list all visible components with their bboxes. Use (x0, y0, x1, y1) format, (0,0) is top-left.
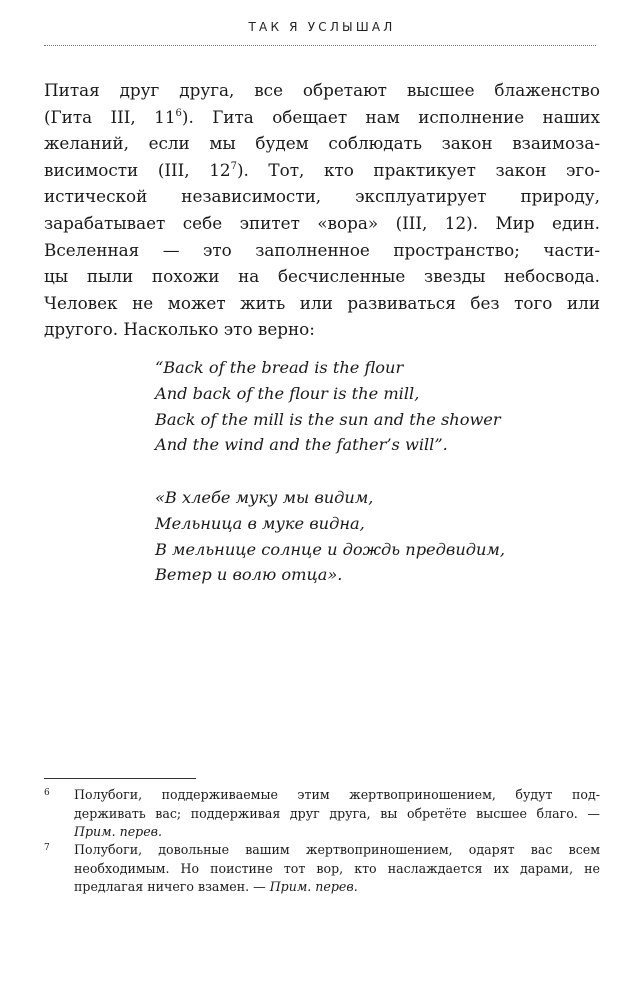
poem-line: And the wind and the father’s will”. (155, 435, 448, 455)
text-line: висимости (III, $12^7$). Тот, кто практикует закон эго- (44, 159, 600, 180)
header-divider (44, 45, 596, 46)
text-line: Питая друг друга, все обретают высшее блаженство (44, 80, 600, 100)
footnote-note: Прим. перев. (269, 879, 358, 895)
footnote-line: держивать вас; поддерживая друг друга, вы обретёте высшее благо. — (74, 805, 600, 821)
footnote-line: Полубоги, поддерживаемые этим жертвоприношением, будут под- (74, 787, 600, 802)
poem-line: «В хлебе муку мы видим, (155, 488, 374, 507)
poem-line: В мельнице солнце и дождь предвидим, (155, 539, 505, 559)
footnote-number: 7 (44, 843, 50, 853)
footnote-divider (44, 778, 196, 779)
text-line: зарабатывает себе эпитет «вора» (III, 12). Мир един. (44, 212, 600, 233)
text-line: цы пыли похожи на бесчисленные звезды небосвода. (44, 266, 600, 287)
footnote-note: Прим. перев. (74, 824, 163, 840)
footnote-text (74, 786, 600, 842)
footnote-line: необходимым. Но поистине тот вор, кто наслаждается их дарами, не (74, 860, 600, 876)
footnote-text (74, 841, 600, 897)
running-header: ТАК Я УСЛЫШАЛ (248, 20, 396, 34)
footnote-ref-6[interactable]: 6 (175, 107, 182, 119)
poem-russian (155, 485, 575, 588)
footnote-7 (44, 841, 600, 897)
text-line: желаний, если мы будем соблюдать закон взаимоза- (44, 133, 600, 154)
text-line: истической независимости, эксплуатирует природу, (44, 186, 600, 207)
main-paragraph (44, 77, 600, 343)
footnote-6 (44, 786, 600, 842)
text-line: другого. Насколько это верно: (44, 319, 315, 340)
poem-line: And back of the flour is the mill, (155, 383, 420, 403)
footnote-ref-7[interactable]: 7 (230, 160, 237, 172)
poem-english (155, 355, 575, 458)
footnote-line: предлагая ничего взамен. — Прим. перев. (74, 879, 358, 895)
text-line: (Гита III, $11^6$). Гита обещает нам исполнение наших (44, 106, 601, 127)
poem-line: “Back of the bread is the flour (155, 358, 404, 377)
poem-line: Back of the mill is the sun and the shower (155, 409, 501, 429)
text-line: Человек не может жить или развиваться без того или (44, 292, 600, 313)
text-line: Вселенная — это заполненное пространство; части- (44, 239, 600, 260)
footnote-line: Полубоги, довольные вашим жертвоприношением, одарят вас всем (74, 842, 600, 857)
poem-line: Мельница в муке видна, (155, 513, 365, 533)
poem-line: Ветер и волю отца». (155, 565, 343, 585)
footnote-number: 6 (44, 788, 50, 798)
